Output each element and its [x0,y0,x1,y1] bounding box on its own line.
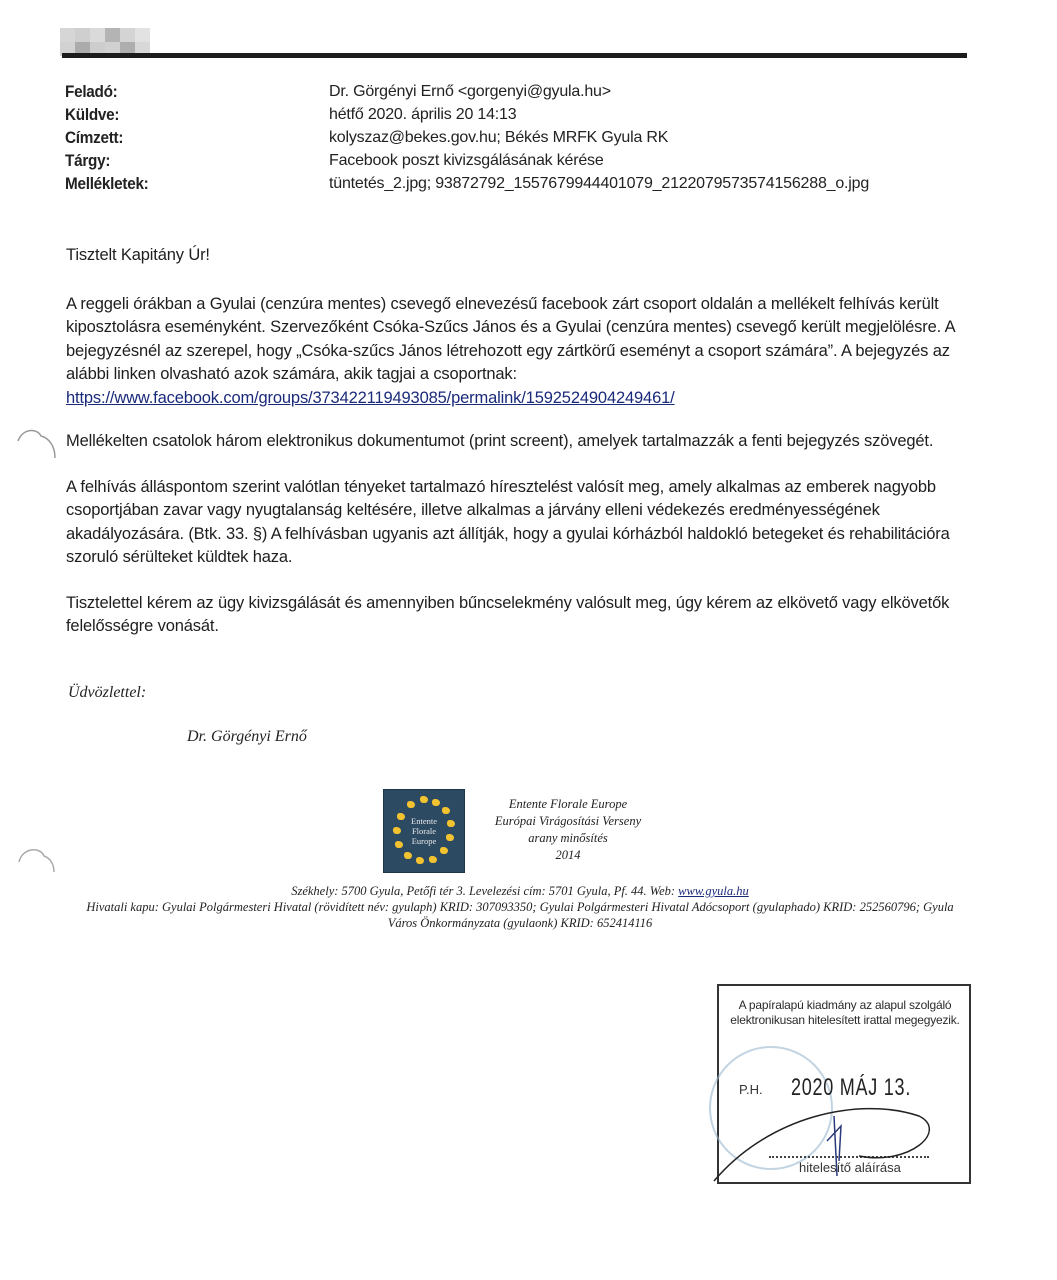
email-body [66,244,966,661]
subject-value: Facebook poszt kivizsgálásának kérése [329,151,604,169]
paragraph-1 [66,293,966,411]
award-text [478,796,658,864]
footer-line-2: Hivatali kapu: Gyulai Polgármesteri Hivatal (rövidített név: gyulaph) KRID: 307093350; Gyulai Polgármesteri Hivatal Adócsoport (gyulaphado) KRID: 252560796; Gyula Város Önkormányzata (gyulaonk) KRID: 652414116 [86,900,954,930]
header-row-attachments [65,172,1025,195]
stamp-text: A papíralapú kiadmány az alapul szolgáló elektronikusan hitelesített irattal megegyezik. [730,998,960,1027]
header-divider [62,53,967,58]
from-label: Feladó: [65,81,118,101]
award-line-3: arany minősítés [528,831,608,845]
website-link[interactable]: www.gyula.hu [678,884,749,898]
sent-label: Küldve: [65,104,120,124]
paragraph-4: Tisztelettel kérem az ügy kivizsgálását és amennyiben bűncselekmény valósult meg, úgy kérem az elkövető vagy elkövetők felelősségre vonását. [66,593,950,635]
header-row-from [65,80,1025,103]
header-row-sent [65,103,1025,126]
margin-mark-icon [14,842,59,877]
letterhead-footer [80,883,960,931]
closing: Üdvözlettel: [68,684,147,701]
signature-label: hitelesítő aláírása [799,1160,901,1175]
certification-stamp [717,984,971,1184]
paragraph-2: Mellékelten csatolok három elektronikus dokumentumot (print screent), amelyek tartalmazzák a fenti bejegyzés szövegét. [66,432,934,450]
attachments-value: tüntetés_2.jpg; 93872792_1557679944401079_2122079573574156288_o.jpg [329,174,870,192]
stamp-ph: P.H. [739,1082,763,1097]
handwritten-signature-icon [709,1086,949,1186]
subject-label: Tárgy: [65,150,111,170]
award-line-2: Európai Virágosítási Verseny [494,814,642,828]
stamp-date: 2020 MÁJ 13. [791,1074,912,1101]
attachments-label: Mellékletek: [65,173,149,193]
paragraph-3: A felhívás álláspontom szerint valótlan tényeket tartalmazó híresztelést valósít meg, amely alkalmas az emberek nagyobb csoportjában zavar vagy nyugtalanság keltésére, illetve alkalmas a járvány elleni védekezés eredményességének akadályozására. (Btk. 33. §) A felhívásban ugyanis azt állítják, hogy a gyulai kórházból haldokló betegeket és rehabilitációra szoruló sérülteket küldtek haza. [66,477,950,566]
header-row-to [65,126,1025,149]
email-header [65,80,1025,195]
to-value: kolyszaz@bekes.gov.hu; Békés MRFK Gyula RK [329,128,669,146]
sent-value: hétfő 2020. április 20 14:13 [329,105,517,123]
entente-florale-logo [383,789,465,873]
signature: Dr. Görgényi Ernő [187,728,307,745]
redacted-block [60,28,150,56]
award-line-4: 2014 [555,848,581,862]
margin-mark-icon [15,426,60,466]
logo-text: Entente Florale Europe [411,816,437,846]
to-label: Címzett: [65,127,124,147]
facebook-link[interactable]: https://www.facebook.com/groups/373422119493085/permalink/1592524904249461/ [66,388,675,407]
award-line-1: Entente Florale Europe [508,797,628,811]
header-row-subject [65,149,1025,172]
footer-line-1: Székhely: 5700 Gyula, Petőfi tér 3. Levelezési cím: 5701 Gyula, Pf. 44. Web: www.gyula.hu [291,884,749,898]
from-value: Dr. Görgényi Ernő <gorgenyi@gyula.hu> [329,82,611,100]
paragraph-1-text: A reggeli órákban a Gyulai (cenzúra mentes) csevegő elnevezésű facebook zárt csoport oldalán a mellékelt felhívás került kiposztolásra eseményként. Szervezőként Csóka-Szűcs János és a Gyulai (cenzúra mentes) csevegő került megjelölésre. A bejegyzésnél az szerepel, hogy „Csóka-szűcs János létrehozott egy zártkörű eseményt a csoport számára”. A bejegyzés az alábbi linken olvasható azok számára, akik tagjai a csoportnak: [66,294,955,383]
greeting: Tisztelt Kapitány Úr! [66,246,210,264]
